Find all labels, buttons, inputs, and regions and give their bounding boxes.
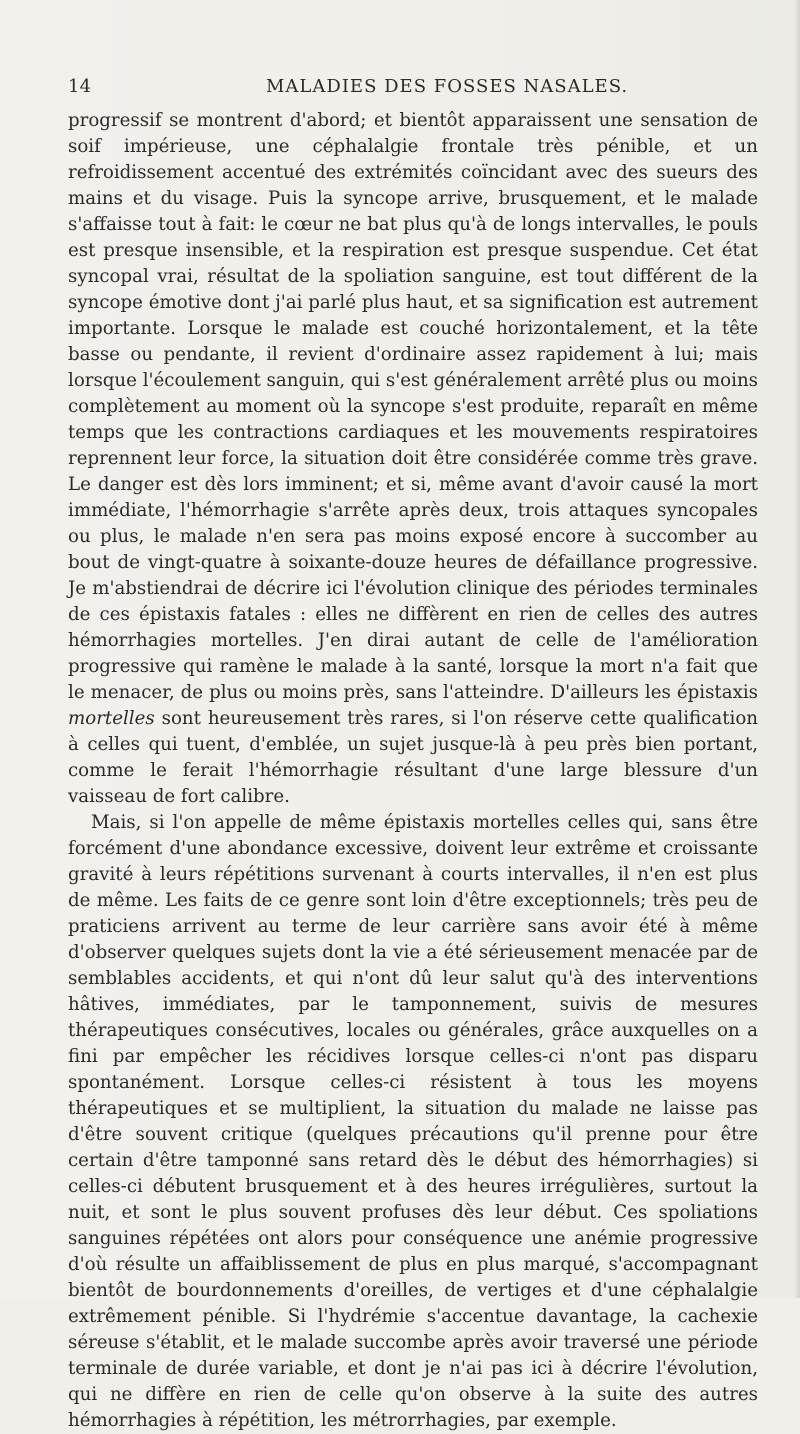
running-title: MALADIES DES FOSSES NASALES. bbox=[266, 76, 629, 97]
page-number: 14 bbox=[68, 76, 92, 97]
paragraph-mortal-epistaxis: Mais, si l'on appelle de même épistaxis mortelles celles qui, sans être forcément d'une abondance excessive, doivent leur extrême et croissante gravité à leurs répétitions survenant à courts intervalles, il n'en est plus de même. Les faits de ce genre sont loin d'être exceptionnels; très peu de praticiens arrivent au terme de leur carrière sans avoir été à même d'observer quelques sujets dont la vie a été sérieusement menacée par de semblables accidents, et qui n'ont dû leur salut qu'à des interventions hâtives, immédiates, par le tamponnement, suivis de mesures thérapeutiques consécutives, locales ou générales, grâce auxquelles on a fini par empêcher les récidives lorsque celles-ci n'ont pas disparu spontanément. Lorsque celles-ci résistent à tous les moyens thérapeutiques et se multiplient, la situation du malade ne laisse pas d'être souvent critique (quelques précautions qu'il prenne pour être certain d'être tamponné sans retard dès le début des hémorrhagies) si celles-ci débutent brusquement et à des heures irrégulières, surtout la nuit, et sont le plus souvent profuses dès leur début. Ces spoliations sanguines répétées ont alors pour conséquence une anémie progressive d'où résulte un affaiblissement de plus en plus marqué, s'accompagnant bientôt de bourdonnements d'oreilles, de vertiges et d'une céphalalgie extrêmement pénible. Si l'hydrémie s'accentue davantage, la cachexie séreuse s'établit, et le malade succombe après avoir traversé une période terminale de durée variable, et dont je n'ai pas ici à décrire l'évolution, qui ne diffère en rien de celle qu'on observe à la suite des autres hémorrhagies à répétition, les métrorrhagies, par exemple. bbox=[68, 812, 758, 1431]
running-head bbox=[68, 76, 758, 102]
paragraph-1-text-after-italic: sont heureusement très rares, si l'on réserve cette qualification à celles qui tuent, d'emblée, un sujet jusque-là à peu près bien portant, comme le ferait l'hémorrhagie résultant d'une large blessure d'un vaisseau de fort calibre. bbox=[68, 708, 758, 807]
paragraph-continuation bbox=[68, 108, 758, 810]
italic-word-mortelles: mortelles bbox=[68, 708, 155, 729]
paragraph-1-text-before-italic: progressif se montrent d'abord; et bientôt apparaissent une sensation de soif impérieuse, une céphalalgie frontale très pénible, et un refroidissement accentué des extrémités coïncidant avec des sueurs des mains et du visage. Puis la syncope arrive, brusquement, et le malade s'affaisse tout à fait: le cœur ne bat plus qu'à de longs intervalles, le pouls est presque insensible, et la respiration est presque suspendue. Cet état syncopal vrai, résultat de la spoliation sanguine, est tout différent de la syncope émotive dont j'ai parlé plus haut, et sa signification est autrement importante. Lorsque le malade est couché horizontalement, et la tête basse ou pendante, il revient d'ordinaire assez rapidement à lui; mais lorsque l'écoulement sanguin, qui s'est généralement arrêté plus ou moins complètement au moment où la syncope s'est produite, reparaît en même temps que les contractions cardiaques et les mouvements respiratoires reprennent leur force, la situation doit être considérée comme très grave. Le danger est dès lors imminent; et si, même avant d'avoir causé la mort immédiate, l'hémorrhagie s'arrête après deux, trois attaques syncopales ou plus, le malade n'en sera pas moins exposé encore à succomber au bout de vingt-quatre à soixante-douze heures de défaillance progressive. Je m'abstiendrai de décrire ici l'évolution clinique des périodes terminales de ces épistaxis fatales : elles ne diffèrent en rien de celles des autres hémorrhagies mortelles. J'en dirai autant de celle de l'amélioration progressive qui ramène le malade à la santé, lorsque la mort n'a fait que le menacer, de plus ou moins près, sans l'atteindre. D'ailleurs les épistaxis bbox=[68, 110, 758, 703]
body-text bbox=[68, 108, 758, 1434]
